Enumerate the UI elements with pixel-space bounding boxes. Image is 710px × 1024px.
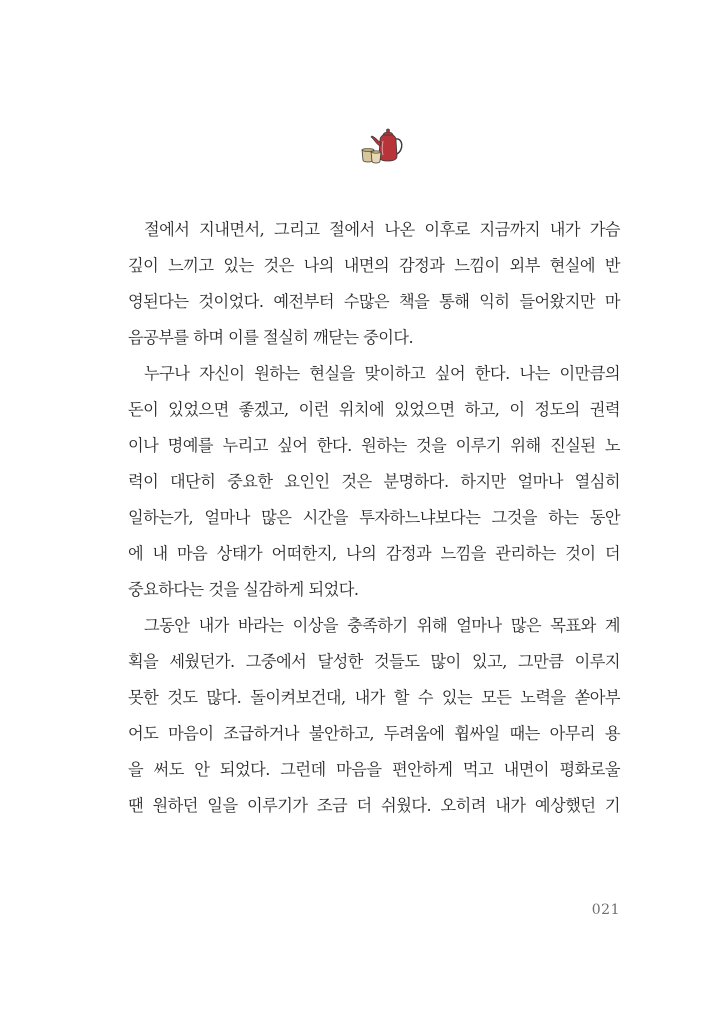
text-line: 깊이 느끼고 있는 것은 나의 내면의 감정과 느낌이 외부 현실에 반 (128, 256, 620, 275)
body-text (128, 212, 620, 824)
text-line: 중요하다는 것을 실감하게 되었다. (128, 580, 359, 599)
text-line: 획을 세웠던가. 그중에서 달성한 것들도 많이 있고, 그만큼 이루지 (128, 652, 620, 671)
text-line: 땐 원하던 일을 이루기가 조금 더 쉬웠다. 오히려 내가 예상했던 기 (128, 796, 620, 815)
text-line: 어도 마음이 조급하거나 불안하고, 두려움에 휩싸일 때는 아무리 용 (128, 724, 620, 743)
text-line: 일하는가, 얼마나 많은 시간을 투자하느냐보다는 그것을 하는 동안 (128, 508, 620, 527)
text-line: 누구나 자신이 원하는 현실을 맞이하고 싶어 한다. 나는 이만큼의 (144, 364, 620, 383)
text-line: 이나 명예를 누리고 싶어 한다. 원하는 것을 이루기 위해 진실된 노 (128, 436, 620, 455)
text-line: 못한 것도 많다. 돌이켜보건대, 내가 할 수 있는 모든 노력을 쏟아부 (128, 688, 620, 707)
teapot-and-cups-icon (356, 126, 410, 166)
text-line: 을 써도 안 되었다. 그런데 마음을 편안하게 먹고 내면이 평화로울 (128, 760, 620, 779)
text-line: 그동안 내가 바라는 이상을 충족하기 위해 얼마나 많은 목표와 계 (144, 616, 620, 635)
text-line: 영된다는 것이었다. 예전부터 수많은 책을 통해 익히 들어왔지만 마 (128, 292, 620, 311)
text-line: 음공부를 하며 이를 절실히 깨닫는 중이다. (128, 328, 414, 347)
page-number: 021 (591, 902, 620, 918)
paragraph-2 (128, 356, 620, 608)
text-line: 절에서 지내면서, 그리고 절에서 나온 이후로 지금까지 내가 가슴 (144, 220, 620, 239)
text-line: 에 내 마음 상태가 어떠한지, 나의 감정과 느낌을 관리하는 것이 더 (128, 544, 620, 563)
text-line: 돈이 있었으면 좋겠고, 이런 위치에 있었으면 하고, 이 정도의 권력 (128, 400, 620, 419)
paragraph-1 (128, 212, 620, 356)
paragraph-3 (128, 608, 620, 824)
text-line: 력이 대단히 중요한 요인인 것은 분명하다. 하지만 얼마나 열심히 (128, 472, 620, 491)
